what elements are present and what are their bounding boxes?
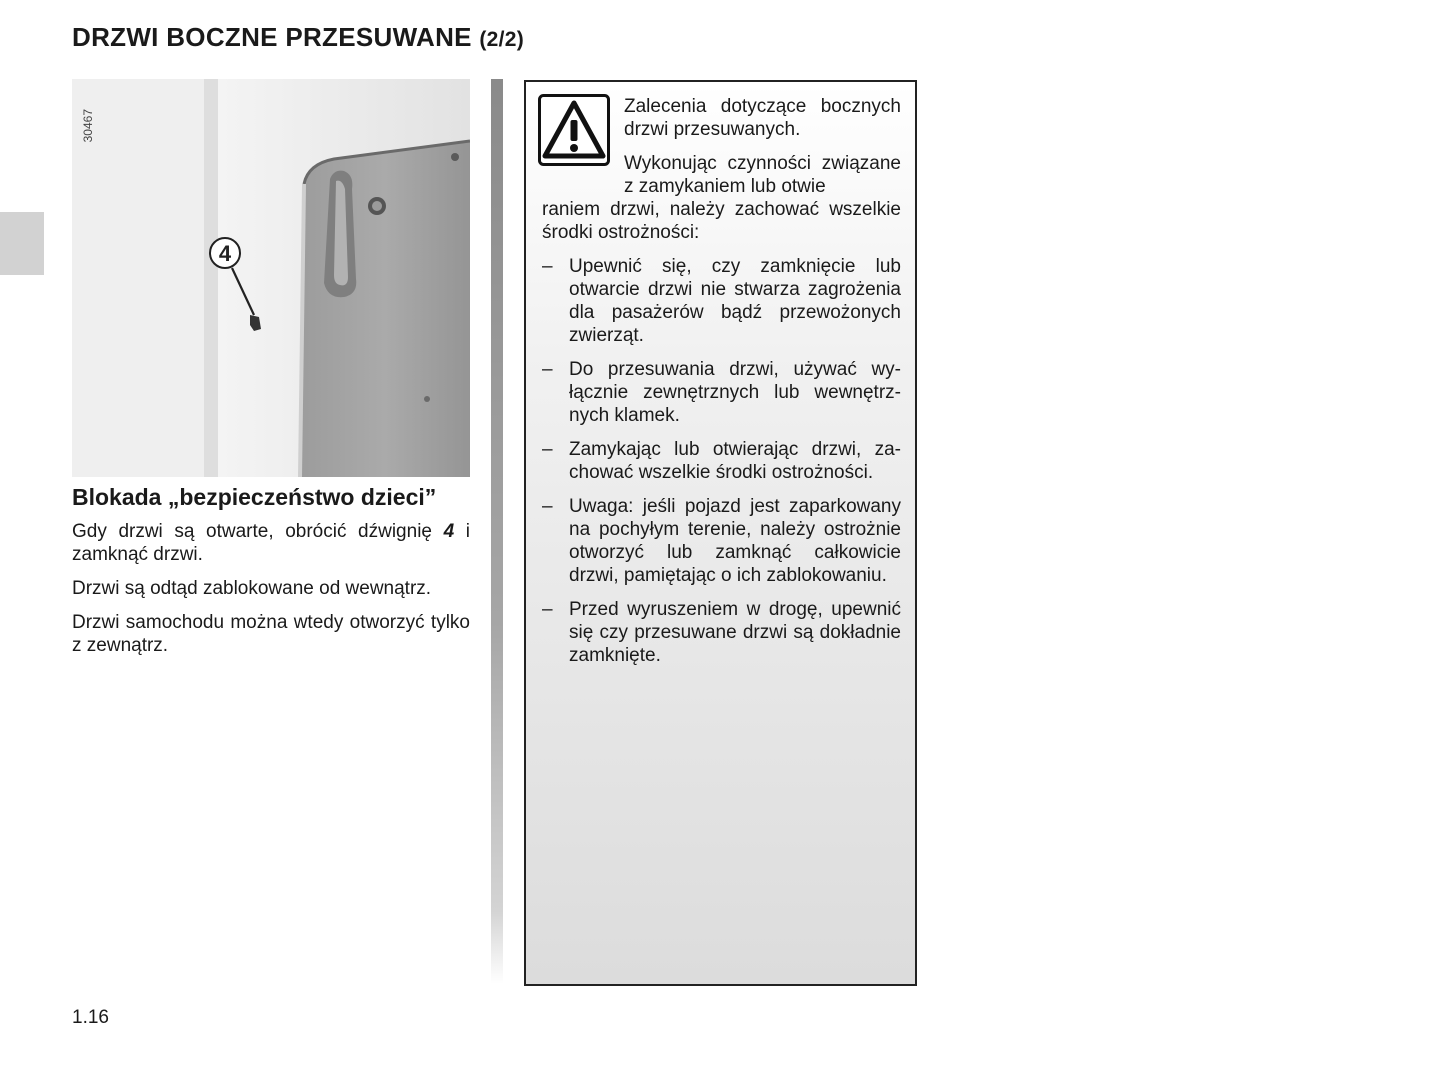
page-title <box>72 22 524 53</box>
section-tab <box>0 212 44 275</box>
list-item-text: Uwaga: jeśli pojazd jest zaparkowany na pochyłym terenie, należy ostrożnie otworzyć lub zamknąć całkowicie drzwi, pamiętając o ich zablokowaniu. <box>569 496 901 586</box>
warning-intro: Zalecenia dotyczące bocznych drzwi przesuwanych. <box>624 96 901 140</box>
list-item <box>542 438 901 484</box>
paragraph-locked: Drzwi są odtąd zablokowane od wewnątrz. <box>72 578 432 599</box>
paragraph-open-outside: Drzwi samochodu można wtedy otworzyć tylko z zewnątrz. <box>72 612 470 656</box>
door-illustration <box>72 79 470 477</box>
page-title-text: DRZWI BOCZNE PRZESUWANE <box>72 22 472 52</box>
list-item-text: Upewnić się, czy zamknięcie lub otwarcie drzwi nie stwarza zagrożenia dla pasażerów bądź przewożonych zwierząt. <box>569 256 901 346</box>
warning-text <box>542 95 901 678</box>
p1-after: i zamknąć drzwi. <box>72 521 470 565</box>
dash: – <box>542 439 553 460</box>
lever-reference: 4 <box>443 521 455 542</box>
figure-callout: 4 <box>218 241 232 266</box>
list-item-text: Do przesuwania drzwi, używać wyłącznie zewnętrznych lub wewnętrznych klamek. <box>569 359 901 426</box>
warning-lead-part2: raniem drzwi, należy zachować wszelkie środki ostrożności: <box>542 199 901 243</box>
dash: – <box>542 256 553 277</box>
paragraph-instructions <box>72 520 470 566</box>
p1-before: Gdy drzwi są otwarte, obrócić dźwignię <box>72 521 432 542</box>
page-number: 1.16 <box>72 1007 109 1028</box>
warning-lead <box>542 152 901 244</box>
column-divider <box>491 79 503 984</box>
list-item <box>542 358 901 427</box>
figure-image-id: 30467 <box>81 109 95 143</box>
list-item <box>542 255 901 347</box>
page-title-part: (2/2) <box>479 28 525 51</box>
warning-lead-part1: Wykonując czynności związane z zamykaniem lub otwie <box>624 153 901 197</box>
door-figure <box>72 79 470 477</box>
list-item-text: Przed wyruszeniem w drogę, upewnić się czy przesuwane drzwi są dokładnie zamknięte. <box>569 599 901 666</box>
list-item <box>542 495 901 587</box>
section-heading: Blokada „bezpieczeństwo dzieci” <box>72 484 437 510</box>
left-column <box>72 483 470 668</box>
list-item-text: Zamykając lub otwierając drzwi, zachować wszelkie środki ostrożności. <box>569 439 901 483</box>
dash: – <box>542 359 553 380</box>
warning-list <box>542 255 901 667</box>
list-item <box>542 598 901 667</box>
dash: – <box>542 496 553 517</box>
warning-box <box>524 80 917 986</box>
dash: – <box>542 599 553 620</box>
